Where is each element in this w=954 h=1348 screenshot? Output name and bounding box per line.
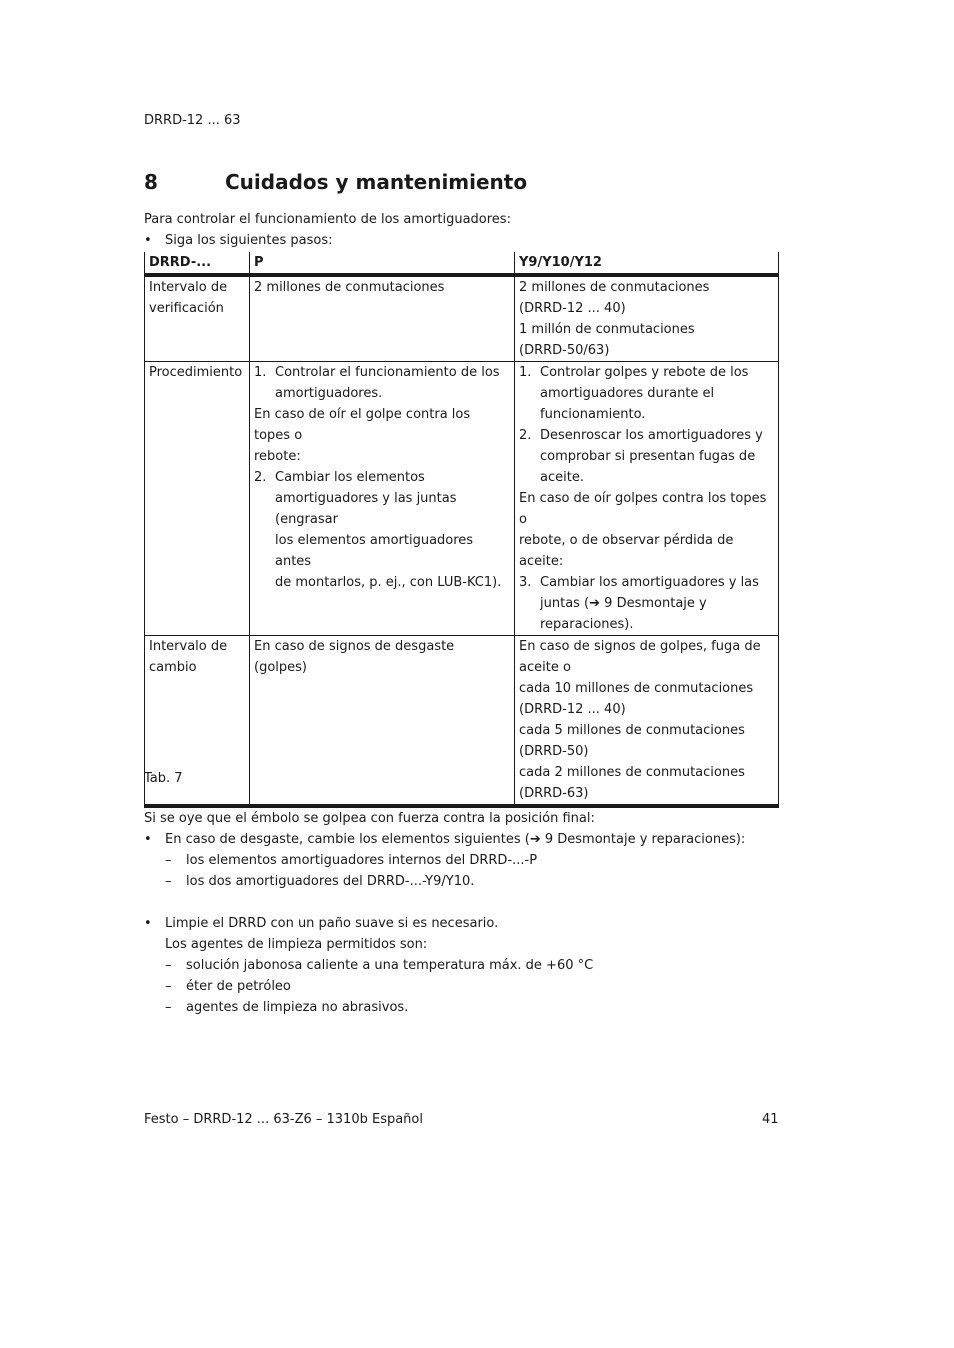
dash-item [144,976,593,997]
dash-item [144,955,593,976]
table-row [145,636,779,807]
cell-line: cada 10 millones de conmutaciones [519,681,754,696]
dash-item [144,997,593,1018]
cell-line: Cambiar los elementos [275,470,425,485]
cell-line: (DRRD-12 ... 40) [519,702,626,717]
maintenance-table [144,252,779,808]
dash-text: solución jabonosa caliente a una temperatura máx. de +60 °C [186,958,594,973]
list-item [519,425,774,488]
cell-p [250,636,515,807]
cell-line: 1 millón de conmutaciones [519,322,695,337]
footer-text: Festo – DRRD-12 ... 63-Z6 – 1310b Español [144,1112,423,1127]
label-line: Intervalo de [149,639,228,654]
table-header-row [145,252,779,275]
dash-glyph: – [165,1000,172,1015]
table-row [145,275,779,362]
cell-line: rebote: [254,449,301,464]
label-line: verificación [149,301,224,316]
cell-line: aceite o [519,660,571,675]
dash-glyph: – [165,874,172,889]
bullet-glyph: • [144,233,152,248]
section-number: 8 [144,170,158,194]
cell-line: amortiguadores. [275,386,383,401]
cell-p [250,275,515,362]
cell-line: Controlar el funcionamiento de los [275,365,500,380]
dash-glyph: – [165,958,172,973]
arrow-right-icon: ➔ [529,832,541,847]
header-p: P [250,252,515,275]
cell-y [515,275,779,362]
list-item [254,362,510,404]
cell-text: juntas ( [540,596,590,611]
cleaning-bullet [144,913,593,934]
cell-y [515,636,779,807]
list-item [519,362,774,425]
dash-glyph: – [165,979,172,994]
list-item [519,572,774,635]
cell-line: En caso de signos de desgaste (golpes) [254,639,455,675]
cell-line: (DRRD-50/63) [519,343,610,358]
cell-line: rebote, o de observar pérdida de aceite: [519,533,734,569]
arrow-right-icon: ➔ [589,596,601,611]
row-label [145,362,250,636]
wear-bullet-text: En caso de desgaste, cambie los elementos siguientes ( [165,832,530,847]
cell-line: amortiguadores y las juntas (engrasar [275,491,457,527]
cell-y [515,362,779,636]
cell-line: funcionamiento. [540,407,646,422]
wear-section [144,808,745,892]
header-y: Y9/Y10/Y12 [515,252,779,275]
dash-item [144,871,745,892]
dash-text: éter de petróleo [186,979,291,994]
item-number: 1. [519,365,532,380]
dash-text: los elementos amortiguadores internos del DRRD-...-P [186,853,538,868]
cell-line: Cambiar los amortiguadores y las [540,575,759,590]
cleaning-section [144,913,593,1018]
header-drrd: DRRD-... [145,252,250,275]
table-caption: Tab. 7 [144,771,183,786]
item-number: 3. [519,575,532,590]
cleaning-agents-intro: Los agentes de limpieza permitidos son: [165,937,428,952]
cell-line: de montarlos, p. ej., con LUB-KC1). [275,575,502,590]
cell-line: Desenroscar los amortiguadores y [540,428,763,443]
dash-item [144,850,745,871]
item-number: 2. [254,470,267,485]
cell-line: cada 5 millones de conmutaciones [519,723,745,738]
section-heading [144,170,527,194]
cell-line: (DRRD-63) [519,786,589,801]
item-number: 2. [519,428,532,443]
table-row [145,362,779,636]
wear-bullet [144,829,745,850]
cell-line: comprobar si presentan fugas de [540,449,756,464]
cell-line: (DRRD-50) [519,744,589,759]
running-header: DRRD-12 ... 63 [144,113,241,128]
list-item [254,467,510,593]
row-label [145,275,250,362]
cell-line: 2 millones de conmutaciones [519,280,710,295]
cell-line [540,593,774,614]
cleaning-bullet-text: Limpie el DRRD con un paño suave si es necesario. [165,916,499,931]
bullet-glyph: • [144,916,152,931]
wear-intro: Si se oye que el émbolo se golpea con fuerza contra la posición final: [144,811,595,826]
cell-line: En caso de oír el golpe contra los topes o [254,407,471,443]
cell-line: 2 millones de conmutaciones [254,280,445,295]
bullet-glyph: • [144,832,152,847]
intro-bullet [144,230,511,251]
label-line: Procedimiento [149,365,243,380]
cell-line: los elementos amortiguadores antes [275,533,474,569]
dash-glyph: – [165,853,172,868]
intro-block [144,209,511,251]
item-number: 1. [254,365,267,380]
intro-bullet-text: Siga los siguientes pasos: [165,233,333,248]
label-line: Intervalo de [149,280,228,295]
section-title: Cuidados y mantenimiento [225,170,528,194]
dash-text: los dos amortiguadores del DRRD-...-Y9/Y10. [186,874,475,889]
intro-text: Para controlar el funcionamiento de los amortiguadores: [144,212,511,227]
cell-line: amortiguadores durante el [540,386,715,401]
cell-line: Controlar golpes y rebote de los [540,365,749,380]
cell-p [250,362,515,636]
cell-line: En caso de signos de golpes, fuga de [519,639,761,654]
cell-line: cada 2 millones de conmutaciones [519,765,745,780]
label-line: cambio [149,660,197,675]
page-number: 41 [762,1112,779,1127]
dash-text: agentes de limpieza no abrasivos. [186,1000,409,1015]
cross-reference-link: 9 Desmontaje y [600,596,707,611]
cell-line: aceite. [540,470,584,485]
cell-line: En caso de oír golpes contra los topes o [519,491,767,527]
cell-line: reparaciones). [540,617,634,632]
cross-reference-link: 9 Desmontaje y reparaciones): [540,832,746,847]
cell-line: (DRRD-12 ... 40) [519,301,626,316]
